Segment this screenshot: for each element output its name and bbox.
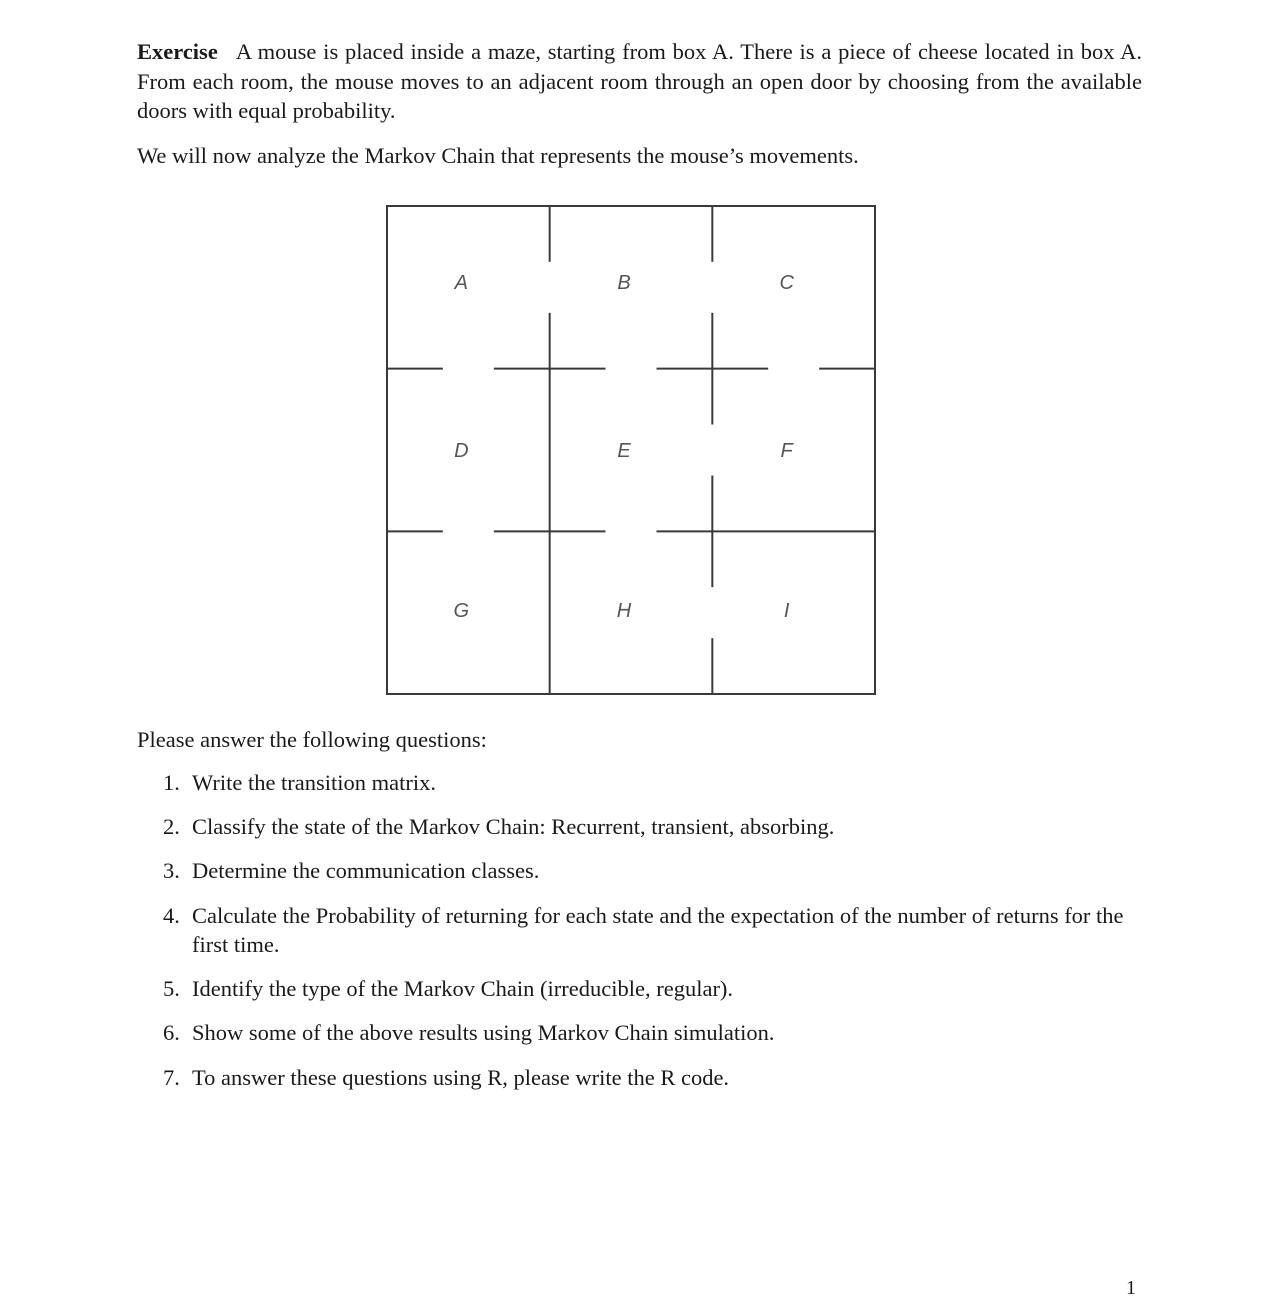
- room-label-g: G: [453, 600, 470, 622]
- question-text: Calculate the Probability of returning for each state and the expectation of the number of returns for the first time.: [192, 902, 1124, 958]
- question-text: Write the transition matrix.: [192, 770, 437, 795]
- room-label-h: H: [616, 600, 632, 622]
- question-item: [137, 1018, 1142, 1048]
- question-text: Identify the type of the Markov Chain (irreducible, regular).: [192, 976, 734, 1002]
- question-number: 7.: [163, 1064, 180, 1090]
- question-number: 4.: [163, 902, 180, 928]
- questions-list: [137, 768, 1142, 1107]
- question-text: To answer these questions using R, please write the R code.: [192, 1064, 730, 1090]
- page-number: 1: [1126, 1277, 1136, 1299]
- maze-room-labels: [454, 272, 795, 622]
- room-label-e: E: [617, 440, 631, 462]
- question-item: [137, 974, 1142, 1004]
- room-label-d: D: [454, 440, 469, 462]
- room-label-c: C: [779, 272, 794, 294]
- room-label-f: F: [780, 440, 793, 462]
- questions-intro: Please answer the following questions:: [137, 727, 487, 752]
- question-number: 3.: [163, 858, 180, 884]
- question-text: Classify the state of the Markov Chain: Recurrent, transient, absorbing.: [192, 814, 835, 840]
- exercise-paragraph: [137, 37, 1142, 126]
- room-label-b: B: [617, 272, 631, 294]
- question-number: 2.: [163, 814, 180, 840]
- question-item: [137, 901, 1142, 960]
- question-number: 5.: [163, 976, 180, 1002]
- question-item: [137, 768, 1142, 798]
- question-item: [137, 812, 1142, 842]
- room-label-a: A: [454, 272, 469, 294]
- question-item: [137, 1063, 1142, 1093]
- question-item: [137, 856, 1142, 886]
- intro-paragraph: We will now analyze the Markov Chain that represents the mouse’s movements.: [137, 143, 859, 168]
- maze-diagram: [380, 200, 882, 700]
- exercise-label: Exercise: [137, 39, 218, 64]
- question-text: Show some of the above results using Markov Chain simulation.: [192, 1020, 775, 1046]
- exercise-text: A mouse is placed inside a maze, starting from box A. There is a piece of cheese located in box A. From each room, the mouse moves to an adjacent room through an open door by choosing from the available doors with equal probability.: [137, 39, 1142, 123]
- question-number: 6.: [163, 1020, 180, 1046]
- question-number: 1.: [163, 770, 180, 795]
- question-text: Determine the communication classes.: [192, 858, 540, 884]
- room-label-i: I: [783, 600, 790, 622]
